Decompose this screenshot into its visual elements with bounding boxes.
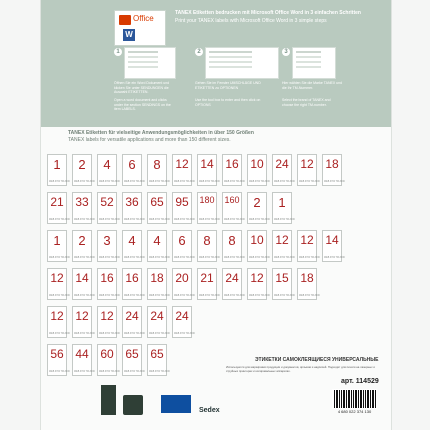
- tile-label: WEB 3700 TM-3000: [149, 295, 170, 298]
- label-size-tile: [47, 230, 70, 262]
- labels-per-sheet: 12: [300, 157, 314, 171]
- label-size-tile: [297, 230, 320, 262]
- labels-per-sheet: 12: [250, 271, 264, 285]
- office-icon: [119, 15, 131, 25]
- tile-label: WEB 3700 TM-3000: [174, 181, 195, 184]
- label-size-tile: [222, 154, 245, 186]
- label-size-tile: [247, 268, 270, 300]
- tile-label: WEB 3700 TM-3000: [49, 333, 70, 336]
- step-text-en: Use the tool box to enter and then click on OPTIONS: [195, 98, 261, 107]
- labels-per-sheet: 6: [128, 157, 136, 172]
- tile-label: WEB 3700 TM-3000: [149, 333, 170, 336]
- labels-per-sheet: 18: [300, 271, 314, 285]
- labels-per-sheet: 15: [275, 271, 289, 285]
- tile-label: WEB 3700 TM-3000: [174, 295, 195, 298]
- labels-per-sheet: 14: [75, 271, 89, 285]
- labels-per-sheet: 14: [200, 157, 214, 171]
- office-logo-box: [114, 10, 166, 46]
- section-subtitle: TANEX labels for versatile applications and more than 150 different sizes.: [68, 137, 231, 143]
- label-size-tile: [272, 268, 295, 300]
- tile-label: WEB 3700 TM-3000: [199, 181, 220, 184]
- tile-label: WEB 3700 TM-3000: [74, 257, 95, 260]
- label-size-tile: [272, 154, 295, 186]
- label-size-tile: [247, 230, 270, 262]
- office-name: Office: [133, 14, 154, 23]
- fsc-logo-icon: [101, 385, 116, 415]
- header-title: TANEX Etiketten bedrucken mit Microsoft Office Word in 3 einfachen Schritten: [175, 10, 361, 16]
- instructions-header: [41, 0, 391, 127]
- labels-per-sheet: 10: [250, 157, 264, 171]
- tile-label: WEB 3700 TM-3000: [299, 181, 320, 184]
- label-size-tile: [122, 230, 145, 262]
- step-text-de: Gehen Sie im Fenster UMSCHLÄGE UND ETIKETTEN zu OPTIONEN: [195, 81, 261, 90]
- label-size-tile: [247, 192, 270, 224]
- labels-per-sheet: 24: [125, 309, 139, 323]
- labels-per-sheet: 20: [175, 271, 189, 285]
- labels-per-sheet: 12: [175, 157, 189, 171]
- tile-label: WEB 3700 TM-3000: [324, 257, 345, 260]
- step-number: 3: [282, 48, 290, 56]
- label-size-tile: [172, 154, 195, 186]
- tile-label: WEB 3700 TM-3000: [49, 371, 70, 374]
- label-size-tile: [197, 230, 220, 262]
- label-size-tile: [322, 230, 345, 262]
- tile-label: WEB 3700 TM-3000: [299, 257, 320, 260]
- label-size-tile: [197, 154, 220, 186]
- tile-label: WEB 3700 TM-3000: [249, 219, 270, 222]
- labels-per-sheet: 12: [275, 233, 289, 247]
- tile-label: WEB 3700 TM-3000: [99, 257, 120, 260]
- labels-per-sheet: 21: [200, 271, 214, 285]
- labels-per-sheet: 65: [125, 347, 139, 361]
- labels-per-sheet: 24: [225, 271, 239, 285]
- labels-per-sheet: 95: [175, 195, 189, 209]
- labels-per-sheet: 16: [100, 271, 114, 285]
- tile-label: WEB 3700 TM-3000: [249, 181, 270, 184]
- label-size-tile: [297, 268, 320, 300]
- label-size-tile: [147, 344, 170, 376]
- step-number: 1: [114, 48, 122, 56]
- labels-per-sheet: 36: [125, 195, 139, 209]
- tile-label: WEB 3700 TM-3000: [74, 219, 95, 222]
- tile-label: WEB 3700 TM-3000: [49, 181, 70, 184]
- tile-label: WEB 3700 TM-3000: [74, 295, 95, 298]
- tile-label: WEB 3700 TM-3000: [124, 371, 145, 374]
- tile-label: WEB 3700 TM-3000: [74, 333, 95, 336]
- step-text-de: Hier wählen Sie die Marke TANEX und die Ihr TM-Nummer.: [282, 81, 342, 90]
- tile-label: WEB 3700 TM-3000: [74, 181, 95, 184]
- labels-per-sheet: 180: [199, 195, 215, 205]
- tile-label: WEB 3700 TM-3000: [99, 219, 120, 222]
- label-size-tile: [122, 268, 145, 300]
- label-size-tile: [47, 344, 70, 376]
- product-title: ЭТИКЕТКИ САМОКЛЕЯЩИЕСЯ УНИВЕРСАЛЬНЫЕ: [255, 357, 379, 363]
- label-size-tile: [97, 230, 120, 262]
- label-size-tile: [97, 192, 120, 224]
- tile-label: WEB 3700 TM-3000: [149, 257, 170, 260]
- tile-label: WEB 3700 TM-3000: [124, 257, 145, 260]
- tile-label: WEB 3700 TM-3000: [224, 257, 245, 260]
- tile-label: WEB 3700 TM-3000: [49, 295, 70, 298]
- labels-per-sheet: 1: [278, 195, 286, 210]
- label-size-tile: [172, 192, 195, 224]
- tile-label: WEB 3700 TM-3000: [99, 333, 120, 336]
- label-size-tile: [147, 192, 170, 224]
- labels-per-sheet: 24: [275, 157, 289, 171]
- label-size-tile: [147, 230, 170, 262]
- step-screenshot: [292, 47, 336, 79]
- labels-per-sheet: 52: [100, 195, 114, 209]
- tile-label: WEB 3700 TM-3000: [274, 257, 295, 260]
- labels-per-sheet: 8: [228, 233, 236, 248]
- tile-label: WEB 3700 TM-3000: [174, 257, 195, 260]
- certification-icon: [123, 395, 143, 415]
- label-size-tile: [97, 154, 120, 186]
- labels-per-sheet: 18: [325, 157, 339, 171]
- label-size-tile: [47, 154, 70, 186]
- label-size-tile: [122, 344, 145, 376]
- label-size-tile: [197, 192, 220, 224]
- label-size-tile: [222, 268, 245, 300]
- tile-label: WEB 3700 TM-3000: [199, 257, 220, 260]
- labels-per-sheet: 60: [100, 347, 114, 361]
- tile-label: WEB 3700 TM-3000: [249, 295, 270, 298]
- labels-per-sheet: 1: [53, 157, 61, 172]
- label-size-tile: [122, 154, 145, 186]
- header-subtitle: Print your TANEX labels with Microsoft Office Word in 3 simple steps: [175, 18, 327, 24]
- label-size-tile: [72, 192, 95, 224]
- tile-label: WEB 3700 TM-3000: [124, 333, 145, 336]
- label-size-tile: [122, 192, 145, 224]
- labels-per-sheet: 160: [224, 195, 240, 205]
- sedex-logo: Sedex: [199, 407, 220, 414]
- label-size-tile: [97, 344, 120, 376]
- step-text-en: Open a word document and clicks under the section SENDINGS on the item LABELS.: [114, 98, 171, 111]
- labels-per-sheet: 3: [103, 233, 111, 248]
- tile-label: WEB 3700 TM-3000: [74, 371, 95, 374]
- label-size-tile: [247, 154, 270, 186]
- step-text-de: Öffnen Sie ein Word Dokument und klicken Sie unter SENDUNGEN die Auswahl ETIKETTEN.: [114, 81, 170, 94]
- labels-per-sheet: 1: [53, 233, 61, 248]
- label-size-tile: [72, 306, 95, 338]
- label-size-tile: [97, 268, 120, 300]
- word-icon: W: [123, 29, 135, 41]
- label-size-tile: [197, 268, 220, 300]
- tile-label: WEB 3700 TM-3000: [199, 295, 220, 298]
- labels-per-sheet: 16: [225, 157, 239, 171]
- label-size-tile: [47, 306, 70, 338]
- tile-label: WEB 3700 TM-3000: [224, 181, 245, 184]
- tile-label: WEB 3700 TM-3000: [99, 181, 120, 184]
- label-size-tile: [222, 230, 245, 262]
- tile-label: WEB 3700 TM-3000: [124, 219, 145, 222]
- section-title: TANEX Etiketten für vielseitige Anwendungsmöglichkeiten in über 150 Größen: [68, 130, 254, 136]
- label-size-tile: [72, 344, 95, 376]
- label-size-tile: [322, 154, 345, 186]
- labels-per-sheet: 12: [100, 309, 114, 323]
- label-size-tile: [172, 230, 195, 262]
- tile-label: WEB 3700 TM-3000: [149, 181, 170, 184]
- tile-label: WEB 3700 TM-3000: [299, 295, 320, 298]
- tile-label: WEB 3700 TM-3000: [224, 295, 245, 298]
- eu-flag-icon: [161, 395, 191, 413]
- labels-per-sheet: 8: [153, 157, 161, 172]
- tile-label: WEB 3700 TM-3000: [149, 371, 170, 374]
- article-number: арт. 114529: [341, 378, 379, 385]
- labels-per-sheet: 12: [50, 309, 64, 323]
- label-size-tile: [272, 230, 295, 262]
- tile-label: WEB 3700 TM-3000: [249, 257, 270, 260]
- labels-per-sheet: 65: [150, 195, 164, 209]
- label-size-tile: [147, 306, 170, 338]
- labels-per-sheet: 12: [75, 309, 89, 323]
- tile-label: WEB 3700 TM-3000: [324, 181, 345, 184]
- labels-per-sheet: 2: [78, 233, 86, 248]
- labels-per-sheet: 24: [175, 309, 189, 323]
- labels-per-sheet: 4: [103, 157, 111, 172]
- step-text-en: Select the brand of TANEX and choose the right TM-number.: [282, 98, 331, 107]
- tile-label: WEB 3700 TM-3000: [124, 181, 145, 184]
- labels-per-sheet: 16: [125, 271, 139, 285]
- labels-per-sheet: 56: [50, 347, 64, 361]
- labels-per-sheet: 33: [75, 195, 89, 209]
- labels-per-sheet: 2: [253, 195, 261, 210]
- barcode-icon: [332, 389, 377, 409]
- label-size-tile: [47, 192, 70, 224]
- label-size-tile: [172, 306, 195, 338]
- labels-per-sheet: 6: [178, 233, 186, 248]
- labels-per-sheet: 44: [75, 347, 89, 361]
- step-screenshot: [124, 47, 176, 79]
- labels-per-sheet: 4: [128, 233, 136, 248]
- label-size-tile: [122, 306, 145, 338]
- label-size-tile: [272, 192, 295, 224]
- labels-per-sheet: 10: [250, 233, 264, 247]
- tile-label: WEB 3700 TM-3000: [224, 219, 245, 222]
- labels-per-sheet: 12: [300, 233, 314, 247]
- labels-per-sheet: 65: [150, 347, 164, 361]
- labels-per-sheet: 18: [150, 271, 164, 285]
- tile-label: WEB 3700 TM-3000: [149, 219, 170, 222]
- tile-label: WEB 3700 TM-3000: [274, 295, 295, 298]
- step-number: 2: [195, 48, 203, 56]
- label-size-tile: [222, 192, 245, 224]
- tile-label: WEB 3700 TM-3000: [99, 295, 120, 298]
- labels-per-sheet: 24: [150, 309, 164, 323]
- labels-per-sheet: 21: [50, 195, 64, 209]
- barcode-number: 4 680 022 374 130: [337, 409, 372, 414]
- label-size-tile: [172, 268, 195, 300]
- tile-label: WEB 3700 TM-3000: [199, 219, 220, 222]
- step-screenshot: [205, 47, 279, 79]
- label-size-tile: [72, 268, 95, 300]
- label-size-tile: [297, 154, 320, 186]
- label-size-tile: [147, 268, 170, 300]
- labels-per-sheet: 14: [325, 233, 339, 247]
- tile-label: WEB 3700 TM-3000: [49, 219, 70, 222]
- labels-per-sheet: 4: [153, 233, 161, 248]
- tile-label: WEB 3700 TM-3000: [99, 371, 120, 374]
- labels-per-sheet: 12: [50, 271, 64, 285]
- label-size-tile: [72, 230, 95, 262]
- labels-per-sheet: 2: [78, 157, 86, 172]
- tile-label: WEB 3700 TM-3000: [174, 219, 195, 222]
- label-size-tile: [147, 154, 170, 186]
- labels-per-sheet: 8: [203, 233, 211, 248]
- tile-label: WEB 3700 TM-3000: [274, 181, 295, 184]
- tile-label: WEB 3700 TM-3000: [174, 333, 195, 336]
- product-description: Используются для маркировки продукции и документов, ярлыков и надписей. Подходят для печати на лазерных и струйных принтерах и копировальных аппаратах.: [226, 365, 375, 373]
- tile-label: WEB 3700 TM-3000: [274, 219, 295, 222]
- label-size-tile: [47, 268, 70, 300]
- label-size-tile: [72, 154, 95, 186]
- label-sheet: [40, 0, 392, 430]
- tile-label: WEB 3700 TM-3000: [124, 295, 145, 298]
- tile-label: WEB 3700 TM-3000: [49, 257, 70, 260]
- label-size-tile: [97, 306, 120, 338]
